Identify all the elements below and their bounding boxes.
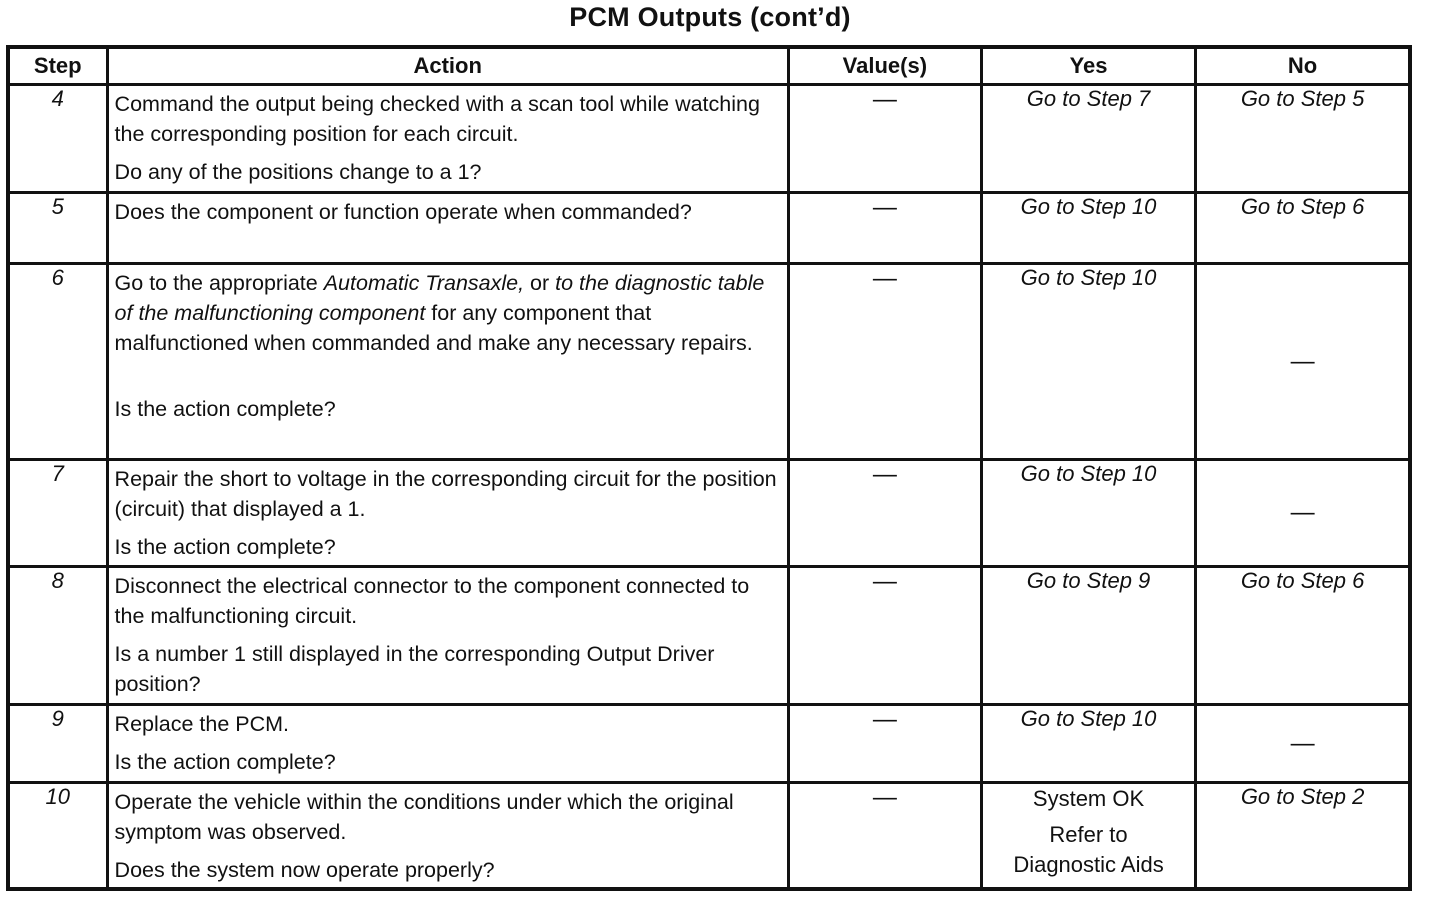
action-cell [107, 264, 788, 460]
value-cell: — [788, 567, 981, 705]
step-number: 7 [8, 460, 107, 567]
value-cell: — [788, 85, 981, 193]
action-text: Go to the appropriate [114, 271, 324, 295]
yes-cell: Go to Step 10 [981, 264, 1195, 460]
no-cell: Go to Step 6 [1196, 193, 1410, 264]
value-cell: — [788, 705, 981, 783]
value-cell: — [788, 460, 981, 567]
yes-result: System OK [1032, 786, 1145, 811]
no-cell: — [1196, 264, 1410, 460]
action-cell [107, 783, 788, 890]
step-number: 9 [8, 705, 107, 783]
yes-cell: Go to Step 7 [981, 85, 1195, 193]
yes-reference: Refer to [1049, 822, 1128, 847]
header-yes: Yes [981, 47, 1195, 85]
yes-cell: Go to Step 10 [981, 460, 1195, 567]
action-cell [107, 193, 788, 264]
diagnostic-table [6, 45, 1412, 891]
action-reference: to the diagnostic table of the malfunctioning component [114, 271, 765, 325]
action-instruction: Replace the PCM. [114, 712, 290, 736]
action-question: Does the component or function operate when commanded? [114, 200, 692, 224]
table-row [8, 460, 1410, 567]
action-instruction: Disconnect the electrical connector to the component connected to the malfunctioning circuit. [114, 574, 750, 628]
no-cell: Go to Step 2 [1196, 783, 1410, 890]
header-values: Value(s) [788, 47, 981, 85]
step-number: 4 [8, 85, 107, 193]
table-row [8, 85, 1410, 193]
no-cell: — [1196, 460, 1410, 567]
step-number: 5 [8, 193, 107, 264]
value-cell: — [788, 193, 981, 264]
no-cell: Go to Step 5 [1196, 85, 1410, 193]
action-instruction: Command the output being checked with a scan tool while watching the corresponding position for each circuit. [114, 92, 760, 146]
yes-reference: Diagnostic Aids [1013, 852, 1164, 877]
header-action: Action [107, 47, 788, 85]
action-question: Is the action complete? [114, 397, 336, 421]
action-instruction: Operate the vehicle within the conditions under which the original symptom was observed. [114, 790, 734, 844]
value-cell: — [788, 264, 981, 460]
table-row [8, 705, 1410, 783]
action-text: or [524, 271, 556, 295]
action-question: Is the action complete? [114, 750, 336, 774]
yes-cell: Go to Step 9 [981, 567, 1195, 705]
action-cell [107, 85, 788, 193]
yes-cell: Go to Step 10 [981, 193, 1195, 264]
table-header-row [8, 47, 1410, 85]
step-number: 8 [8, 567, 107, 705]
header-no: No [1196, 47, 1410, 85]
yes-cell [981, 783, 1195, 890]
action-cell [107, 567, 788, 705]
action-reference: Automatic Transaxle, [323, 271, 525, 295]
step-number: 10 [8, 783, 107, 890]
table-row [8, 193, 1410, 264]
table-row [8, 567, 1410, 705]
step-number: 6 [8, 264, 107, 460]
action-cell [107, 705, 788, 783]
action-cell [107, 460, 788, 567]
table-row [8, 264, 1410, 460]
action-question: Is the action complete? [114, 535, 336, 559]
yes-cell: Go to Step 10 [981, 705, 1195, 783]
no-cell: — [1196, 705, 1410, 783]
action-question: Is a number 1 still displayed in the corresponding Output Driver position? [114, 642, 715, 696]
page-title: PCM Outputs (cont’d) [569, 2, 851, 32]
action-question: Does the system now operate properly? [114, 858, 495, 882]
header-step: Step [8, 47, 107, 85]
table-row [8, 783, 1410, 890]
action-instruction [115, 268, 781, 358]
action-text: for any component that malfunctioned when commanded and make any necessary repairs. [114, 301, 753, 355]
no-cell: Go to Step 6 [1196, 567, 1410, 705]
action-question: Do any of the positions change to a 1? [114, 160, 482, 184]
value-cell: — [788, 783, 981, 890]
action-instruction: Repair the short to voltage in the corresponding circuit for the position (circuit) that displayed a 1. [114, 467, 777, 521]
